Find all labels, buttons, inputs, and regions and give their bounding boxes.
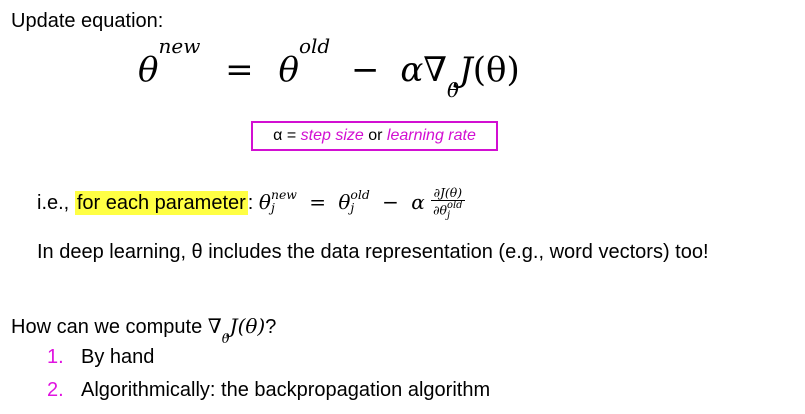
eq-minus: − xyxy=(351,50,380,90)
for-each-parameter-highlight: for each parameter xyxy=(76,192,246,214)
eq-J: J xyxy=(459,50,473,90)
method-number-1: 1. xyxy=(47,346,64,368)
gradient-question: How can we compute $\nabla_\theta J(\theta)$? xyxy=(11,314,277,347)
per-parameter-line xyxy=(37,184,465,221)
pp-den-j: j xyxy=(447,209,451,221)
q-J: J(θ) xyxy=(229,314,266,338)
pp-theta-old: θ xyxy=(338,190,351,214)
eq-theta-old: θ xyxy=(278,50,299,90)
method-item-1 xyxy=(47,346,154,369)
or-text: or xyxy=(368,127,383,144)
pp-alpha: α xyxy=(411,190,425,214)
eq-sup-new: new xyxy=(158,33,201,58)
step-size-text: step size xyxy=(300,127,364,144)
pp-sub-j2: j xyxy=(350,199,355,215)
deep-learning-line: In deep learning, θ includes the data representation (e.g., word vectors) too! xyxy=(37,241,709,263)
method-label-1: By hand xyxy=(81,346,155,368)
eq-nabla: ∇ xyxy=(423,50,448,90)
pp-frac-den: ∂θ old j xyxy=(433,199,463,221)
per-param-equation xyxy=(258,185,465,221)
alpha-definition-box xyxy=(251,121,498,151)
pp-fraction xyxy=(431,186,464,220)
eq-sup-old: old xyxy=(298,33,331,58)
eq-alpha: α xyxy=(400,50,424,90)
heading: Update equation: xyxy=(11,10,164,32)
ie-text: i.e., xyxy=(37,192,70,214)
eq-arg: (θ) xyxy=(472,50,520,90)
pp-minus: − xyxy=(382,190,399,214)
alpha-lhs: α = xyxy=(273,127,297,144)
method-item-2 xyxy=(47,379,490,402)
colon: : xyxy=(247,192,254,214)
eq-theta: θ xyxy=(138,50,159,90)
pp-equals: = xyxy=(309,190,327,214)
q-sub-theta: θ xyxy=(221,332,230,347)
learning-rate-text: learning rate xyxy=(386,127,476,144)
pp-frac-num: ∂J(θ) xyxy=(431,186,464,201)
eq-equals: = xyxy=(225,50,254,90)
method-number-2: 2. xyxy=(47,379,64,401)
pp-theta-new: θ xyxy=(258,190,271,214)
pp-den-old: old xyxy=(447,199,463,211)
pp-sup-old: old xyxy=(350,187,370,203)
eq-sub-theta: θ xyxy=(447,77,460,102)
pp-sup-new: new xyxy=(270,187,297,203)
update-equation xyxy=(138,33,520,102)
method-label-2: Algorithmically: the backpropagation algorithm xyxy=(81,379,491,401)
pp-sub-j: j xyxy=(270,199,275,215)
q-nabla: ∇ xyxy=(207,314,222,338)
